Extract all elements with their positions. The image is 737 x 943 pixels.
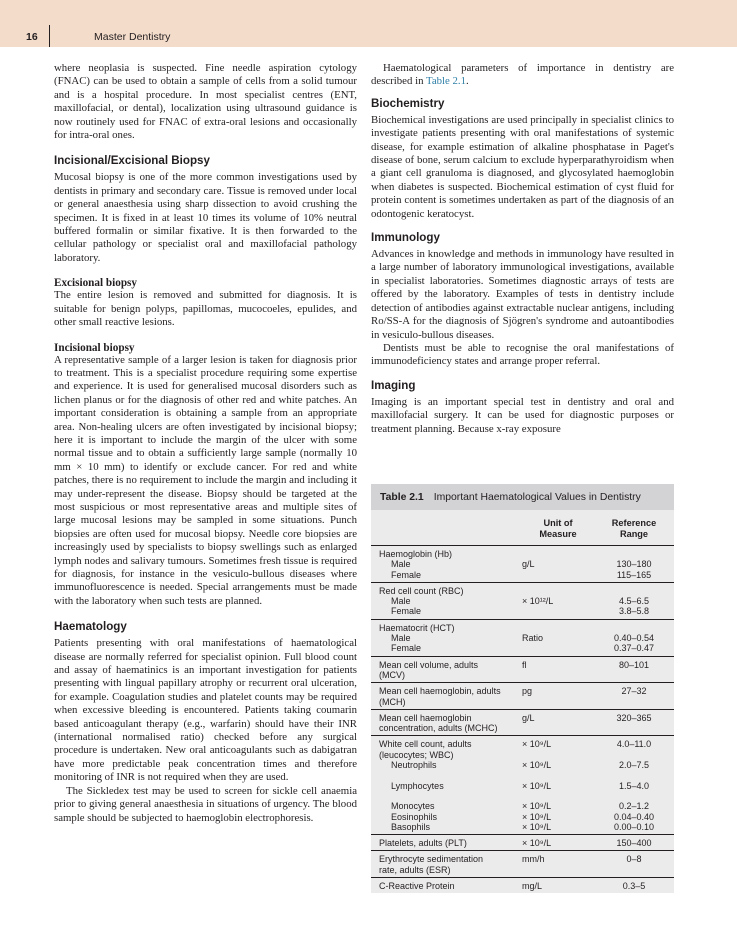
cell-line: (MCH) bbox=[379, 696, 406, 707]
cell-line: 115–165 bbox=[616, 569, 652, 580]
row-unit bbox=[522, 739, 594, 832]
incisional-paragraph: A representative sample of a larger lesion is taken for diagnosis prior to treatment. This is a specialist procedure requiring some expertise and experience. It is used for generalised mucosal disorders such as lichen planus or for the diagnosis of other red and white patches. An important consideration is obtaining a sample from an appropriate area. Non-healing ulcers are often investigated by incisional biopsy; here it is important to include the margin of the ulcer with some normal tissue and to obtain a sufficiently large sample (normally 10 mm × 10 mm) to identify or exclude cancer. For red and white patches, there is no requirement to include the margin and including it may under-represent the disease. Biopsy should be targeted at the most suspicious or most representative areas and multiple sites of large mucosal lesions may be sampled in some situations. Punch biopsies are often used for mucosal biopsy. Needle core biopsies are increasingly used by specialists to biopsy swellings such as enlarged lymph nodes and salivary tumours. Sometimes fresh tissue is required for diagnosis, for instance in the vesiculo-bullous diseases where immunofluorescence is needed. Special arrangements must be made with the laboratory when such tests are planned. bbox=[54, 353, 357, 607]
cell-line bbox=[522, 865, 594, 875]
section-heading-immunology: Immunology bbox=[371, 231, 440, 245]
cell-line bbox=[522, 791, 594, 801]
row-unit bbox=[522, 549, 594, 580]
row-range bbox=[594, 549, 674, 580]
row-unit bbox=[522, 586, 594, 617]
cell-line: Haematocrit (HCT) bbox=[379, 622, 455, 633]
table-row bbox=[371, 683, 674, 710]
cell-line: 0.00–0.10 bbox=[613, 821, 655, 832]
row-range bbox=[594, 660, 674, 681]
row-label bbox=[371, 686, 522, 707]
table-row bbox=[371, 835, 674, 851]
section-heading-biopsy: Incisional/Excisional Biopsy bbox=[54, 154, 210, 168]
table-row bbox=[371, 657, 674, 684]
cell-line: × 10⁹/L bbox=[522, 821, 552, 832]
cell-line bbox=[594, 586, 674, 596]
cell-line bbox=[594, 697, 674, 707]
section-heading-imaging: Imaging bbox=[371, 378, 416, 392]
cell-line: Mean cell haemoglobin, adults bbox=[379, 686, 501, 697]
cell-line: 0.3–5 bbox=[622, 881, 646, 892]
table-number: Table 2.1 bbox=[380, 491, 424, 503]
immunology-paragraph: Advances in knowledge and methods in immunology have resulted in a large number of laboratory immunological investigations, available in specialist laboratories. Sometimes diagnostic arrays of tests are offered by the laboratory. Examples of tests in dentistry include detection of antibodies against extractable nuclear antigens, including Ro/SS-A for the diagnosis of Sjögren's syndrome and autoantibodies in vesiculo-bullous diseases. bbox=[371, 248, 674, 341]
immunology-paragraph-2: Dentists must be able to recognise the oral manifestations of immunodeficiency states and arrange proper referral. bbox=[371, 341, 674, 368]
cell-line bbox=[594, 549, 674, 559]
subheading-excisional: Excisional biopsy bbox=[54, 277, 137, 290]
row-range bbox=[594, 854, 674, 875]
running-title: Master Dentistry bbox=[94, 31, 171, 43]
cell-line: Erythrocyte sedimentation bbox=[379, 854, 484, 865]
cell-line: rate, adults (ESR) bbox=[379, 864, 451, 875]
table-row bbox=[371, 710, 674, 737]
cell-line: Male bbox=[391, 596, 411, 607]
cell-line: Male bbox=[391, 559, 411, 570]
row-unit bbox=[522, 660, 594, 681]
row-unit bbox=[522, 713, 594, 734]
row-unit bbox=[522, 623, 594, 654]
header-cell-test bbox=[371, 518, 522, 540]
cell-line: (leucocytes; WBC) bbox=[379, 749, 454, 760]
row-label bbox=[371, 881, 522, 891]
row-label bbox=[371, 549, 522, 580]
cell-line bbox=[594, 723, 674, 733]
table-title: Important Haematological Values in Dentistry bbox=[433, 491, 641, 503]
haem-params-text: Haematological parameters of importance in dentistry are described in bbox=[371, 62, 674, 88]
cell-line: (MCV) bbox=[379, 669, 405, 680]
cell-line: Monocytes bbox=[391, 801, 435, 812]
cell-line bbox=[522, 750, 594, 760]
cell-line: 0.04–0.40 bbox=[613, 811, 655, 822]
cell-line: concentration, adults (MCHC) bbox=[379, 723, 498, 734]
cell-line: Female bbox=[391, 643, 422, 654]
cell-line bbox=[594, 791, 674, 801]
cell-line bbox=[522, 623, 594, 633]
row-range bbox=[594, 881, 674, 891]
cell-line: × 10⁹/L bbox=[522, 838, 552, 849]
row-label bbox=[371, 739, 522, 832]
biopsy-paragraph: Mucosal biopsy is one of the more common investigations used by dentists in primary and secondary care. Tissue is removed under local or general anaesthesia using sharp dissection to avoid crushing the specimen. It is fixed in at least 10 times its volume of 10% neutral buffered formalin or similar fixative. It is then forwarded to the cellular pathology or specialist oral and maxillofacial pathology laboratory. bbox=[54, 171, 357, 264]
cell-line bbox=[594, 865, 674, 875]
haem-params-paragraph: Haematological parameters of importance in dentistry are described in Table 2.1. bbox=[371, 62, 674, 88]
cell-line bbox=[522, 770, 594, 780]
cell-line: Mean cell volume, adults bbox=[379, 659, 479, 670]
cell-line: × 10¹²/L bbox=[522, 596, 554, 607]
row-label bbox=[371, 838, 522, 848]
imaging-paragraph: Imaging is an important special test in dentistry and oral and maxillofacial surgery. It can be used for diagnostic purposes or treatment planning. Because x-ray exposure bbox=[371, 395, 674, 435]
header-cell-unit: Unit of Measure bbox=[539, 518, 577, 539]
section-heading-biochemistry: Biochemistry bbox=[371, 96, 445, 110]
cell-line: mg/L bbox=[522, 881, 543, 892]
cell-line: 4.0–11.0 bbox=[616, 739, 652, 750]
cell-line bbox=[522, 606, 594, 616]
cell-line: C-Reactive Protein bbox=[379, 881, 455, 892]
cell-line bbox=[522, 697, 594, 707]
cell-line: mm/h bbox=[522, 854, 545, 865]
cell-line: Ratio bbox=[522, 633, 544, 644]
row-range bbox=[594, 739, 674, 832]
table-row bbox=[371, 546, 674, 583]
table-row bbox=[371, 736, 674, 835]
intro-paragraph: where neoplasia is suspected. Fine needle aspiration cytology (FNAC) can be used to obtain a sample of cells from a solid tumour and is a hospital procedure. In most specialist centres (ENT, maxillofacial, or dental), localization using ultrasound guidance is now routinely used for FNAC of extra-oral lesions and occasionally for intra-oral ones. bbox=[54, 62, 357, 142]
cell-line bbox=[594, 670, 674, 680]
table-header-row bbox=[371, 510, 674, 546]
cell-line: × 10⁹/L bbox=[522, 811, 552, 822]
subheading-incisional: Incisional biopsy bbox=[54, 341, 135, 354]
cell-line: × 10⁹/L bbox=[522, 760, 552, 771]
cell-line bbox=[522, 670, 594, 680]
row-unit bbox=[522, 838, 594, 848]
row-unit bbox=[522, 881, 594, 891]
cell-line: 130–180 bbox=[616, 559, 652, 570]
sickledex-paragraph: The Sickledex test may be used to screen for sickle cell anaemia prior to giving general anaesthesia in situations of urgency. The blood sample should be subjected to haemoglobin electrophoresis. bbox=[54, 784, 357, 824]
row-range bbox=[594, 838, 674, 848]
cell-line: g/L bbox=[522, 559, 535, 570]
header-cell-range: Reference Range bbox=[611, 518, 657, 539]
excisional-paragraph: The entire lesion is removed and submitted for diagnosis. It is suitable for benign polyps, papillomas, mucocoeles, epulides, and other small reactive lesions. bbox=[54, 289, 357, 329]
cell-line: g/L bbox=[522, 712, 535, 723]
cell-line: Neutrophils bbox=[391, 760, 437, 771]
table-body bbox=[371, 546, 674, 893]
cell-line: pg bbox=[522, 686, 533, 697]
table-row bbox=[371, 851, 674, 878]
cell-line: fl bbox=[522, 659, 527, 670]
cell-line bbox=[522, 643, 594, 653]
cell-line: Eosinophils bbox=[391, 811, 438, 822]
cell-line: Red cell count (RBC) bbox=[379, 585, 464, 596]
haematology-paragraph: Patients presenting with oral manifestations of haematological disease are normally referred for specialist opinion. Full blood count and assay of haematinics is an important investigation for patients presenting with lingual papillary atrophy or recurrent oral ulceration, for example. Coagulation studies and platelet counts may be required when excessive bleeding is encountered. Patients taking coumarin based anticoagulant therapy (e.g., warfarin) should have their INR (international normalised ratio) checked before any surgical procedure is undertaken. New oral anticoagulants such as dabigatran have more predictable peak concentration times and therefore monitoring of INR is not required when they are used. bbox=[54, 637, 357, 784]
row-label bbox=[371, 713, 522, 734]
row-unit bbox=[522, 686, 594, 707]
cell-line: 0.2–1.2 bbox=[618, 801, 650, 812]
cell-line: × 10⁹/L bbox=[522, 780, 552, 791]
biochemistry-paragraph: Biochemical investigations are used principally in specialist clinics to investigate patients presenting with oral manifestations of systemic disease, for example estimation of alkaline phosphatase in Paget's disease of bone, serum calcium to exclude hyperparathyroidism when a giant cell granuloma is diagnosed, and glycosylated haemoglobin when diabetes is suspected. Biochemical estimation of cyst fluid for protein content is sometimes undertaken as part of the diagnosis of an odontogenic keratocyst. bbox=[371, 113, 674, 220]
cell-line bbox=[594, 750, 674, 760]
section-heading-haematology: Haematology bbox=[54, 620, 127, 634]
row-label bbox=[371, 854, 522, 875]
cell-line: 0–8 bbox=[626, 854, 642, 865]
cell-line: Female bbox=[391, 569, 422, 580]
table-row bbox=[371, 620, 674, 657]
cell-line: Male bbox=[391, 633, 411, 644]
cell-line bbox=[379, 791, 522, 801]
haematological-values-table bbox=[371, 484, 674, 893]
cell-line: Lymphocytes bbox=[391, 780, 444, 791]
row-label bbox=[371, 586, 522, 617]
cell-line: Mean cell haemoglobin bbox=[379, 712, 472, 723]
right-column bbox=[371, 62, 674, 436]
cell-line: 3.8–5.8 bbox=[618, 606, 650, 617]
cell-line bbox=[522, 586, 594, 596]
cell-line: 0.37–0.47 bbox=[613, 643, 655, 654]
cell-line: × 10⁹/L bbox=[522, 801, 552, 812]
cell-line: 320–365 bbox=[616, 712, 652, 723]
cell-line bbox=[522, 723, 594, 733]
row-label bbox=[371, 623, 522, 654]
cell-line: 150–400 bbox=[616, 838, 652, 849]
cell-line: Platelets, adults (PLT) bbox=[379, 838, 467, 849]
cell-line bbox=[522, 549, 594, 559]
table-row bbox=[371, 583, 674, 620]
page-number: 16 bbox=[26, 31, 38, 43]
cell-line: × 10⁹/L bbox=[522, 739, 552, 750]
left-column bbox=[54, 62, 357, 825]
cell-line bbox=[522, 570, 594, 580]
row-range bbox=[594, 713, 674, 734]
cell-line: White cell count, adults bbox=[379, 739, 472, 750]
cell-line: Basophils bbox=[391, 821, 431, 832]
cell-line: 80–101 bbox=[618, 659, 650, 670]
cell-line: 0.40–0.54 bbox=[613, 633, 655, 644]
row-unit bbox=[522, 854, 594, 875]
table-caption bbox=[371, 484, 674, 510]
page-header bbox=[0, 0, 737, 47]
row-range bbox=[594, 586, 674, 617]
cell-line: 27–32 bbox=[621, 686, 647, 697]
row-range bbox=[594, 623, 674, 654]
cell-line bbox=[594, 770, 674, 780]
cell-line: 4.5–6.5 bbox=[618, 596, 650, 607]
cell-line bbox=[379, 770, 522, 780]
row-label bbox=[371, 660, 522, 681]
cell-line bbox=[594, 623, 674, 633]
cell-line: Haemoglobin (Hb) bbox=[379, 549, 453, 559]
cell-line: 1.5–4.0 bbox=[618, 780, 650, 791]
cell-line: Female bbox=[391, 606, 422, 617]
table-row bbox=[371, 878, 674, 893]
table-reference-link[interactable]: Table 2.1 bbox=[425, 75, 467, 88]
cell-line: 2.0–7.5 bbox=[618, 760, 650, 771]
row-range bbox=[594, 686, 674, 707]
header-divider bbox=[49, 25, 50, 47]
